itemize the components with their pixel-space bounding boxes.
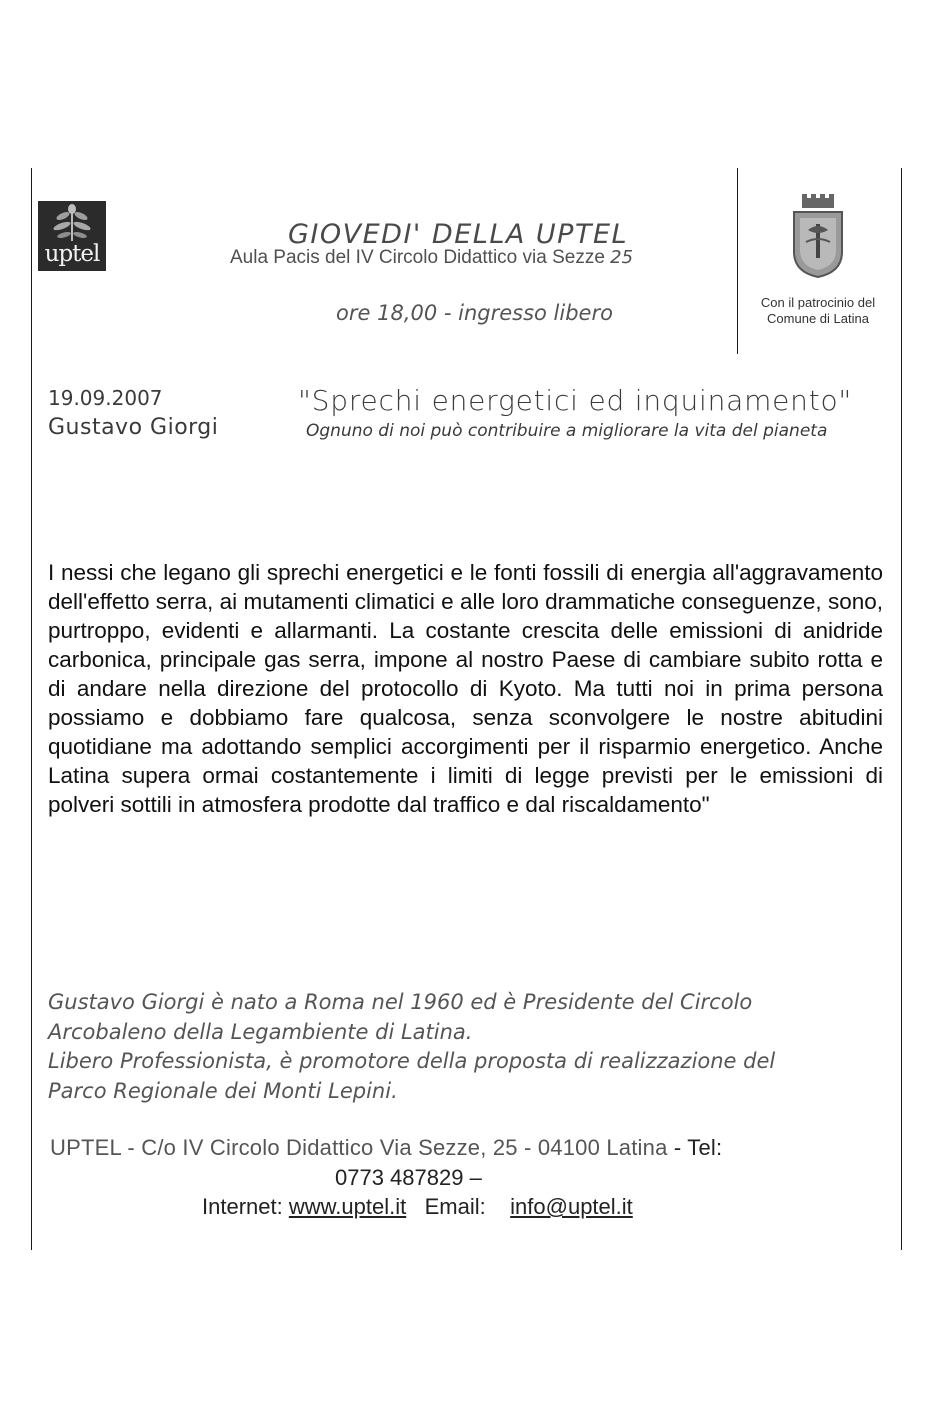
speaker-name: Gustavo Giorgi — [48, 415, 219, 440]
footer-phone: 0773 487829 – — [335, 1165, 482, 1190]
bio-line-1: Gustavo Giorgi è nato a Roma nel 1960 ed è Presidente del Circolo — [48, 990, 753, 1014]
bio-line-2: Arcobaleno della Legambiente di Latina. — [48, 1019, 473, 1044]
bio-line-3: Libero Professionista, è promotore della proposta di realizzazione del — [48, 1049, 776, 1073]
right-border-line — [901, 168, 902, 1250]
header-divider-line — [737, 168, 738, 354]
plant-emblem-icon — [38, 203, 106, 243]
footer-address — [50, 1135, 722, 1161]
patronage-line-1: Con il patrocinio del — [760, 295, 876, 310]
venue-text: Aula Pacis del IV Circolo Didattico via Sezze — [230, 247, 605, 268]
series-title: GIOVEDI' DELLA UPTEL — [288, 219, 629, 250]
email-link[interactable]: info@uptel.it — [510, 1194, 633, 1219]
bio-line-4: Parco Regionale dei Monti Lepini. — [48, 1078, 398, 1103]
talk-subtitle: Ognuno di noi può contribuire a migliorare la vita del pianeta — [306, 421, 828, 441]
talk-abstract: I nessi che legano gli sprechi energetici e le fonti fossili di energia all'aggravamento dell'effetto serra, ai mutamenti climatici e alle loro drammatiche conseguenze, sono, purtroppo, evidenti e allarmanti. La costante crescita delle emissioni di anidride carbonica, principale gas serra, impone al nostro Paese di cambiare subito rotta e di andare nella direzione del protocollo di Kyoto. Ma tutti noi in prima persona possiamo e dobbiamo fare qualcosa, senza sconvolgere le nostre abitudini quotidiane ma adottando semplici accorgimenti per il risparmio energetico. Anche Latina supera ormai costantemente i limiti di legge previsti per le emissioni di polveri sottili in atmosfera prodotte dal traffico e dal riscaldamento" — [48, 560, 883, 817]
latina-coat-of-arms-icon — [790, 194, 846, 278]
internet-label: Internet: — [202, 1194, 283, 1219]
logo-text: uptel — [44, 241, 100, 267]
address-text: UPTEL - C/o IV Circolo Didattico Via Sezze, 25 - 04100 Latina — [50, 1135, 668, 1160]
talk-date: 19.09.2007 — [48, 386, 163, 410]
talk-title: "Sprechi energetici ed inquinamento" — [298, 384, 853, 417]
footer-contacts — [202, 1194, 633, 1220]
venue-number: 25 — [610, 247, 634, 268]
patronage-line-2: Comune di Latina — [767, 311, 869, 326]
venue-line — [230, 247, 633, 269]
website-link[interactable]: www.uptel.it — [288, 1194, 407, 1219]
uptel-logo — [38, 201, 106, 271]
time-and-entry: ore 18,00 - ingresso libero — [336, 301, 613, 325]
speaker-bio — [48, 988, 898, 1106]
tel-label: - Tel: — [673, 1135, 723, 1160]
email-label: Email: — [424, 1194, 486, 1219]
left-border-line — [31, 168, 32, 1250]
patronage-note — [745, 295, 891, 327]
